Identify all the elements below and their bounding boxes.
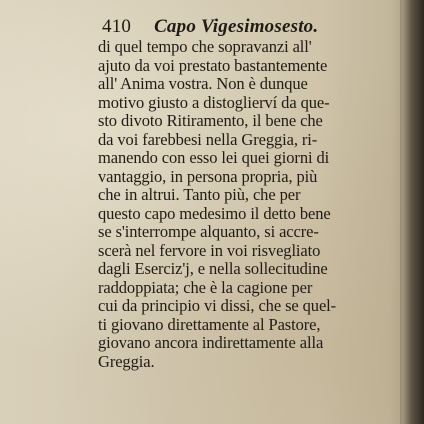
text-line: di quel tempo che sopravanzi all' — [98, 37, 312, 56]
text-line: da voi farebbesi nella Greggia, ri- — [98, 129, 318, 149]
text-line: dagli Eserciz'j, e nella sollecitudine — [98, 259, 328, 278]
chapter-title: Capo Vigesimosesto. — [154, 16, 319, 37]
text-line: motivo giusto a distoglierví da que- — [98, 92, 330, 112]
text-line: che in altrui. Tanto più, che per — [98, 185, 301, 204]
text-line: Greggia. — [98, 351, 155, 371]
text-line: manendo con esso lei quei giorni di — [98, 148, 330, 167]
text-line: ajuto da voi prestato bastantemente — [98, 55, 328, 75]
text-line: se s'interrompe alquanto, si accre- — [98, 222, 319, 241]
text-line: cui da principio vi dissi, che se quel- — [98, 296, 337, 315]
page-number: 410 — [102, 16, 132, 37]
running-head — [102, 16, 318, 38]
text-line: ti giovano direttamente al Pastore, — [98, 314, 321, 334]
binding-gutter — [402, 0, 424, 424]
bleed-through-marks — [6, 330, 96, 346]
text-line: sto divoto Ritiramento, il bene che — [98, 111, 323, 130]
text-line: questo capo medesimo il detto bene — [98, 203, 331, 223]
text-line: raddoppiata; che è la cagione per — [98, 277, 313, 297]
text-line: scerà nel fervore in voi risvegliato — [98, 240, 321, 260]
text-line: giovano ancora indirettamente alla — [98, 333, 324, 352]
text-line: vantaggio, in persona propria, più — [98, 166, 318, 186]
text-line: all' Anima vostra. Non è dunque — [98, 74, 308, 93]
body-text — [98, 38, 410, 371]
